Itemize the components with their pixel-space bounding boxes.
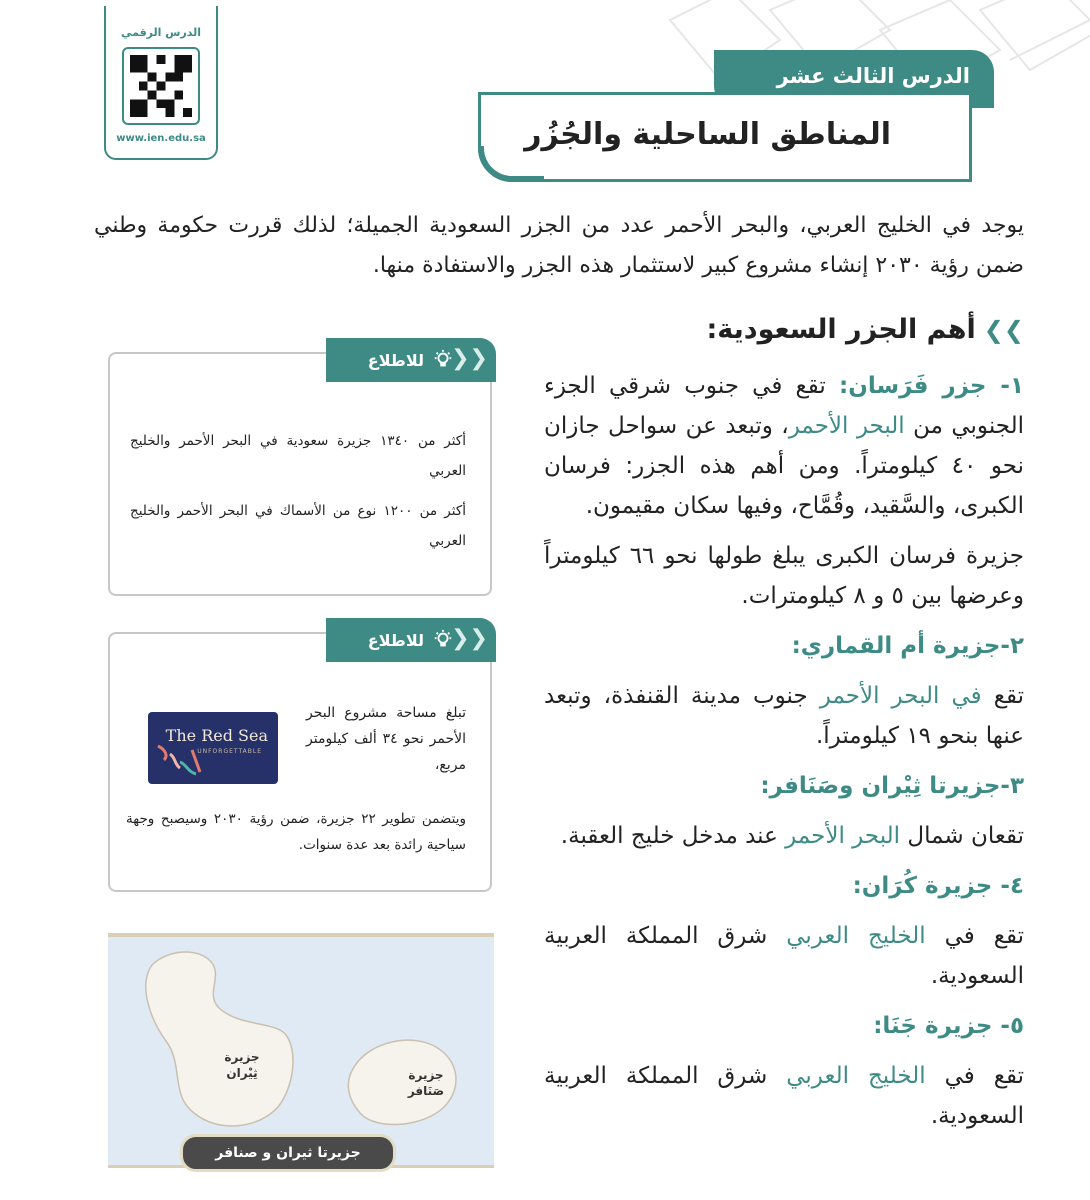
island-text: تقعان شمال — [907, 823, 1024, 849]
info-box-header — [326, 338, 496, 382]
island-umm-qamari — [544, 676, 1024, 756]
lesson-title-box — [478, 92, 972, 182]
islands-list — [544, 366, 1024, 1146]
tiran-label: جزيرة ثِيْران — [224, 1050, 260, 1080]
digital-lesson-card[interactable] — [104, 6, 218, 160]
intro-paragraph: يوجد في الخليج العربي، والبحر الأحمر عدد من الجزر السعودية الجميلة؛ لذلك قررت حكومة وطني ضمن رؤية ٢٠٣٠ إنشاء مشروع كبير لاستثمار هذه الجزر والاستفادة منها. — [94, 213, 1024, 278]
island-text: ، وتبعد عن سواحل جازان نحو ٤٠ كيلومتراً. ومن أهم هذه الجزر: فرسان الكبرى، والسَّقيد، وقُمَّاح، وفيها سكان مقيمون. — [544, 413, 1024, 519]
info-box-facts — [108, 346, 492, 596]
island-title: ١- جزر فَرَسان: — [839, 373, 1024, 399]
section-heading — [706, 314, 1024, 345]
highlight-red-sea: في البحر الأحمر — [819, 683, 982, 709]
island-title: ٤- جزيرة كُرَان: — [852, 873, 1024, 899]
island-text: تقع في — [944, 923, 1025, 949]
double-chevron-icon: ❯❯ — [983, 315, 1024, 344]
island-text: تقع في جنوب شرقي الجزء الجنوبي من — [544, 373, 1025, 439]
red-sea-area-text: تبلغ مساحة مشروع البحر الأحمر نحو ٣٤ ألف كيلومتر مربع، — [306, 705, 466, 773]
double-chevron-icon: ❮❮ — [451, 626, 488, 651]
fact-islands-count: أكثر من ١٣٤٠ جزيرة سعودية في البحر الأحمر والخليج العربي — [130, 433, 466, 479]
island-text: عند مدخل خليج العقبة. — [560, 823, 778, 849]
island-text: جنوب مدينة القنفذة، وتبعد عنها بنحو ١٩ كيلومتراً. — [544, 683, 1024, 749]
lesson-title: المناطق الساحلية والجُزُر — [524, 117, 891, 152]
info-box-body — [130, 426, 466, 556]
highlight-red-sea: البحر الأحمر — [785, 823, 901, 849]
island-text: تقع — [993, 683, 1024, 709]
island-text: شرق المملكة العربية السعودية. — [544, 923, 1024, 989]
info-box-red-sea-project — [108, 626, 492, 892]
highlight-red-sea: البحر الأحمر — [788, 413, 905, 439]
qr-code-icon — [130, 55, 192, 117]
red-sea-project-text: ويتضمن تطوير ٢٢ جزيرة، ضمن رؤية ٢٠٣٠ وسيصبح وجهة سياحية رائدة بعد عدة سنوات. — [126, 811, 466, 853]
map-drawing — [108, 937, 494, 1165]
section-heading-text: أهم الجزر السعودية: — [706, 314, 976, 345]
info-box-title: للاطلاع — [367, 350, 424, 370]
island-karan — [544, 916, 1024, 996]
fact-fish-species: أكثر من ١٢٠٠ نوع من الأسماك في البحر الأحمر والخليج العربي — [130, 503, 466, 549]
island-title: ٣-جزيرتا ثِيْران وصَنَافر: — [760, 773, 1024, 799]
lesson-number: الدرس الثالث عشر — [776, 64, 970, 88]
island-jana — [544, 1056, 1024, 1136]
island-text: شرق المملكة العربية السعودية. — [544, 1063, 1024, 1129]
highlight-arabian-gulf: الخليج العربي — [786, 923, 926, 949]
red-sea-logo-title: The Red Sea — [165, 726, 268, 745]
info-box-header — [326, 618, 496, 662]
double-chevron-icon: ❮❮ — [451, 346, 488, 371]
map-caption: جزيرتا ثيران و صنافر — [180, 1134, 396, 1172]
red-sea-logo-subtitle: UNFORGETTABLE — [197, 748, 262, 755]
digital-lesson-label: الدرس الرقمي — [120, 26, 202, 39]
info-box-title: للاطلاع — [367, 630, 424, 650]
farasan-size-paragraph: جزيرة فرسان الكبرى يبلغ طولها نحو ٦٦ كيلومتراً وعرضها بين ٥ و ٨ كيلومترات. — [544, 543, 1024, 609]
island-text: تقع في — [944, 1063, 1025, 1089]
qr-code[interactable] — [122, 47, 200, 125]
island-title: ٢-جزيرة أم القماري: — [791, 633, 1024, 659]
red-sea-logo — [148, 712, 278, 784]
island-tiran — [544, 816, 1024, 856]
island-title: ٥- جزيرة جَنَا: — [873, 1013, 1024, 1039]
sanafir-label: جزيرة صَنَافر — [407, 1068, 445, 1098]
red-sea-logo-mark — [156, 742, 206, 778]
digital-lesson-url[interactable]: www.ien.edu.sa — [116, 133, 206, 144]
highlight-arabian-gulf: الخليج العربي — [786, 1063, 926, 1089]
islands-map — [108, 933, 494, 1168]
island-farasan — [544, 366, 1024, 526]
